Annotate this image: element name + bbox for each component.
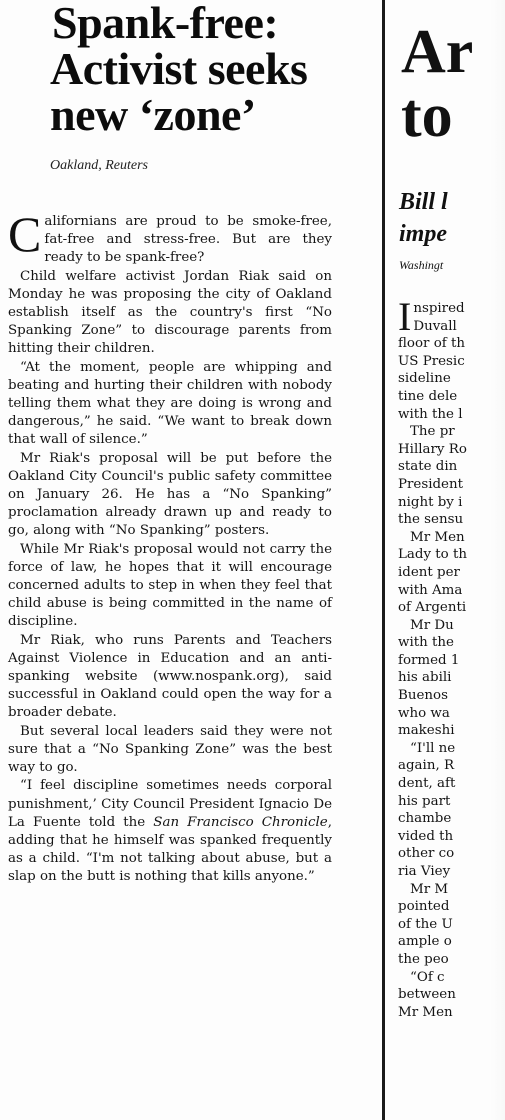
side-article-line: ria Viey — [398, 864, 451, 879]
paragraph: Child welfare activist Jordan Riak said on Monday he was proposing the city of Oakland establish itself as the country's first “No Spanking Zone” to discourage parents from hitting their children. — [8, 268, 332, 357]
paragraph: Mr Riak's proposal will be put before the Oakland City Council's public safety committee on January 26. He has a “No Spanking” proclamation already drawn up and ready to go, along with “No Spanking” posters. — [8, 450, 332, 539]
paragraph: But several local leaders said they were not sure that a “No Spanking Zone” was the best way to go. — [8, 723, 332, 776]
side-article-line: “I'll ne — [410, 740, 456, 756]
side-article-line: Hillary Ro — [398, 441, 467, 457]
paragraph — [8, 777, 332, 886]
side-dateline: Washingt — [399, 258, 444, 272]
side-article-line: vided th — [398, 828, 454, 844]
side-headline-line: Ar — [401, 18, 474, 86]
column-divider — [382, 0, 385, 1120]
side-article-line: nspired — [413, 301, 465, 316]
newspaper-name: San Francisco Chronicle — [153, 814, 328, 830]
side-article-line: floor of th — [398, 336, 465, 352]
side-article-line: chambe — [398, 811, 452, 827]
side-article-line: who wa — [398, 705, 450, 721]
main-article — [40, 0, 370, 174]
side-subhead-line: impe — [399, 221, 447, 247]
side-article-line: The pr — [410, 424, 455, 440]
side-drop-cap: I — [398, 294, 412, 339]
side-article-line: US Presic — [398, 353, 465, 369]
side-article-line: again, R — [398, 758, 455, 774]
paragraph — [8, 206, 332, 268]
paragraph-text: “I feel discipline sometimes needs corporal punishment,’ City Council President Ignacio De La Fuente told the — [8, 778, 332, 830]
side-article-line: makeshi — [398, 723, 455, 739]
side-article-line: of the U — [398, 916, 453, 932]
side-article-line: with the — [398, 635, 454, 651]
side-article-line: the sensu — [398, 512, 464, 528]
paragraph-text: , adding that he himself was spanked frequently as a child. “I'm not talking about abuse, but a slap on the butt is nothing that kills anyone.” — [8, 814, 332, 885]
side-article-line: his part — [398, 793, 451, 809]
side-article-line: ident per — [398, 564, 460, 580]
side-article-line: Duvall — [413, 318, 457, 334]
side-article-line: Mr M — [410, 881, 449, 897]
paragraph: While Mr Riak's proposal would not carry the force of law, he hopes that it will encourage concerned adults to step in when they feel that child abuse is being committed in the name of discipline. — [8, 541, 332, 630]
side-article-line: sideline — [398, 371, 451, 387]
side-article — [395, 0, 505, 1120]
paragraph-text: alifornians are proud to be smoke-free, fat-free and stress-free. But are they ready to be spank-free? — [44, 214, 332, 266]
side-article-line: of Argenti — [398, 600, 467, 616]
side-subhead-line: Bill l — [399, 189, 448, 215]
article-body — [8, 206, 332, 887]
headline-line: Spank-free: — [52, 0, 279, 48]
headline-line: new ‘zone’ — [50, 89, 256, 140]
headline-line: Activist seeks — [50, 43, 308, 94]
side-article-line: President — [398, 476, 463, 492]
side-article-line: Mr Men — [398, 1004, 453, 1020]
side-article-line: formed 1 — [398, 652, 460, 668]
side-article-line: his abili — [398, 670, 452, 686]
side-article-line: with the l — [398, 406, 463, 422]
side-article-line: state din — [398, 459, 458, 475]
side-article-line: Lady to th — [398, 547, 467, 563]
dateline: Oakland, Reuters — [50, 158, 148, 173]
paragraph: “At the moment, people are whipping and beating and hurting their children with nobody telling them what they are doing is wrong and dangerous,” he said. “We want to break down that wall of silence.” — [8, 359, 332, 448]
side-article-line: other co — [398, 846, 455, 862]
side-article-line: the peo — [398, 951, 449, 967]
side-article-line: Mr Men — [410, 529, 465, 545]
side-article-line: with Ama — [398, 582, 463, 598]
side-article-line: ample o — [398, 934, 452, 950]
side-article-line: night by i — [398, 494, 463, 510]
side-article-line: tine dele — [398, 388, 458, 404]
side-article-line: dent, aft — [398, 776, 456, 792]
side-headline-line: to — [401, 82, 453, 150]
side-article-body — [398, 294, 505, 1021]
side-article-line: pointed — [398, 899, 450, 915]
side-article-line: “Of c — [410, 969, 445, 985]
headline — [40, 0, 370, 138]
side-article-line: between — [398, 987, 456, 1003]
drop-cap: C — [8, 206, 42, 262]
side-article-line: Mr Du — [410, 617, 454, 633]
page-edge — [490, 0, 505, 1120]
paragraph: Mr Riak, who runs Parents and Teachers Against Violence in Education and an anti-spanking website (www.nospank.org), said successful in Oakland could open the way for a broader debate. — [8, 632, 332, 721]
side-article-line: Buenos — [398, 688, 448, 704]
